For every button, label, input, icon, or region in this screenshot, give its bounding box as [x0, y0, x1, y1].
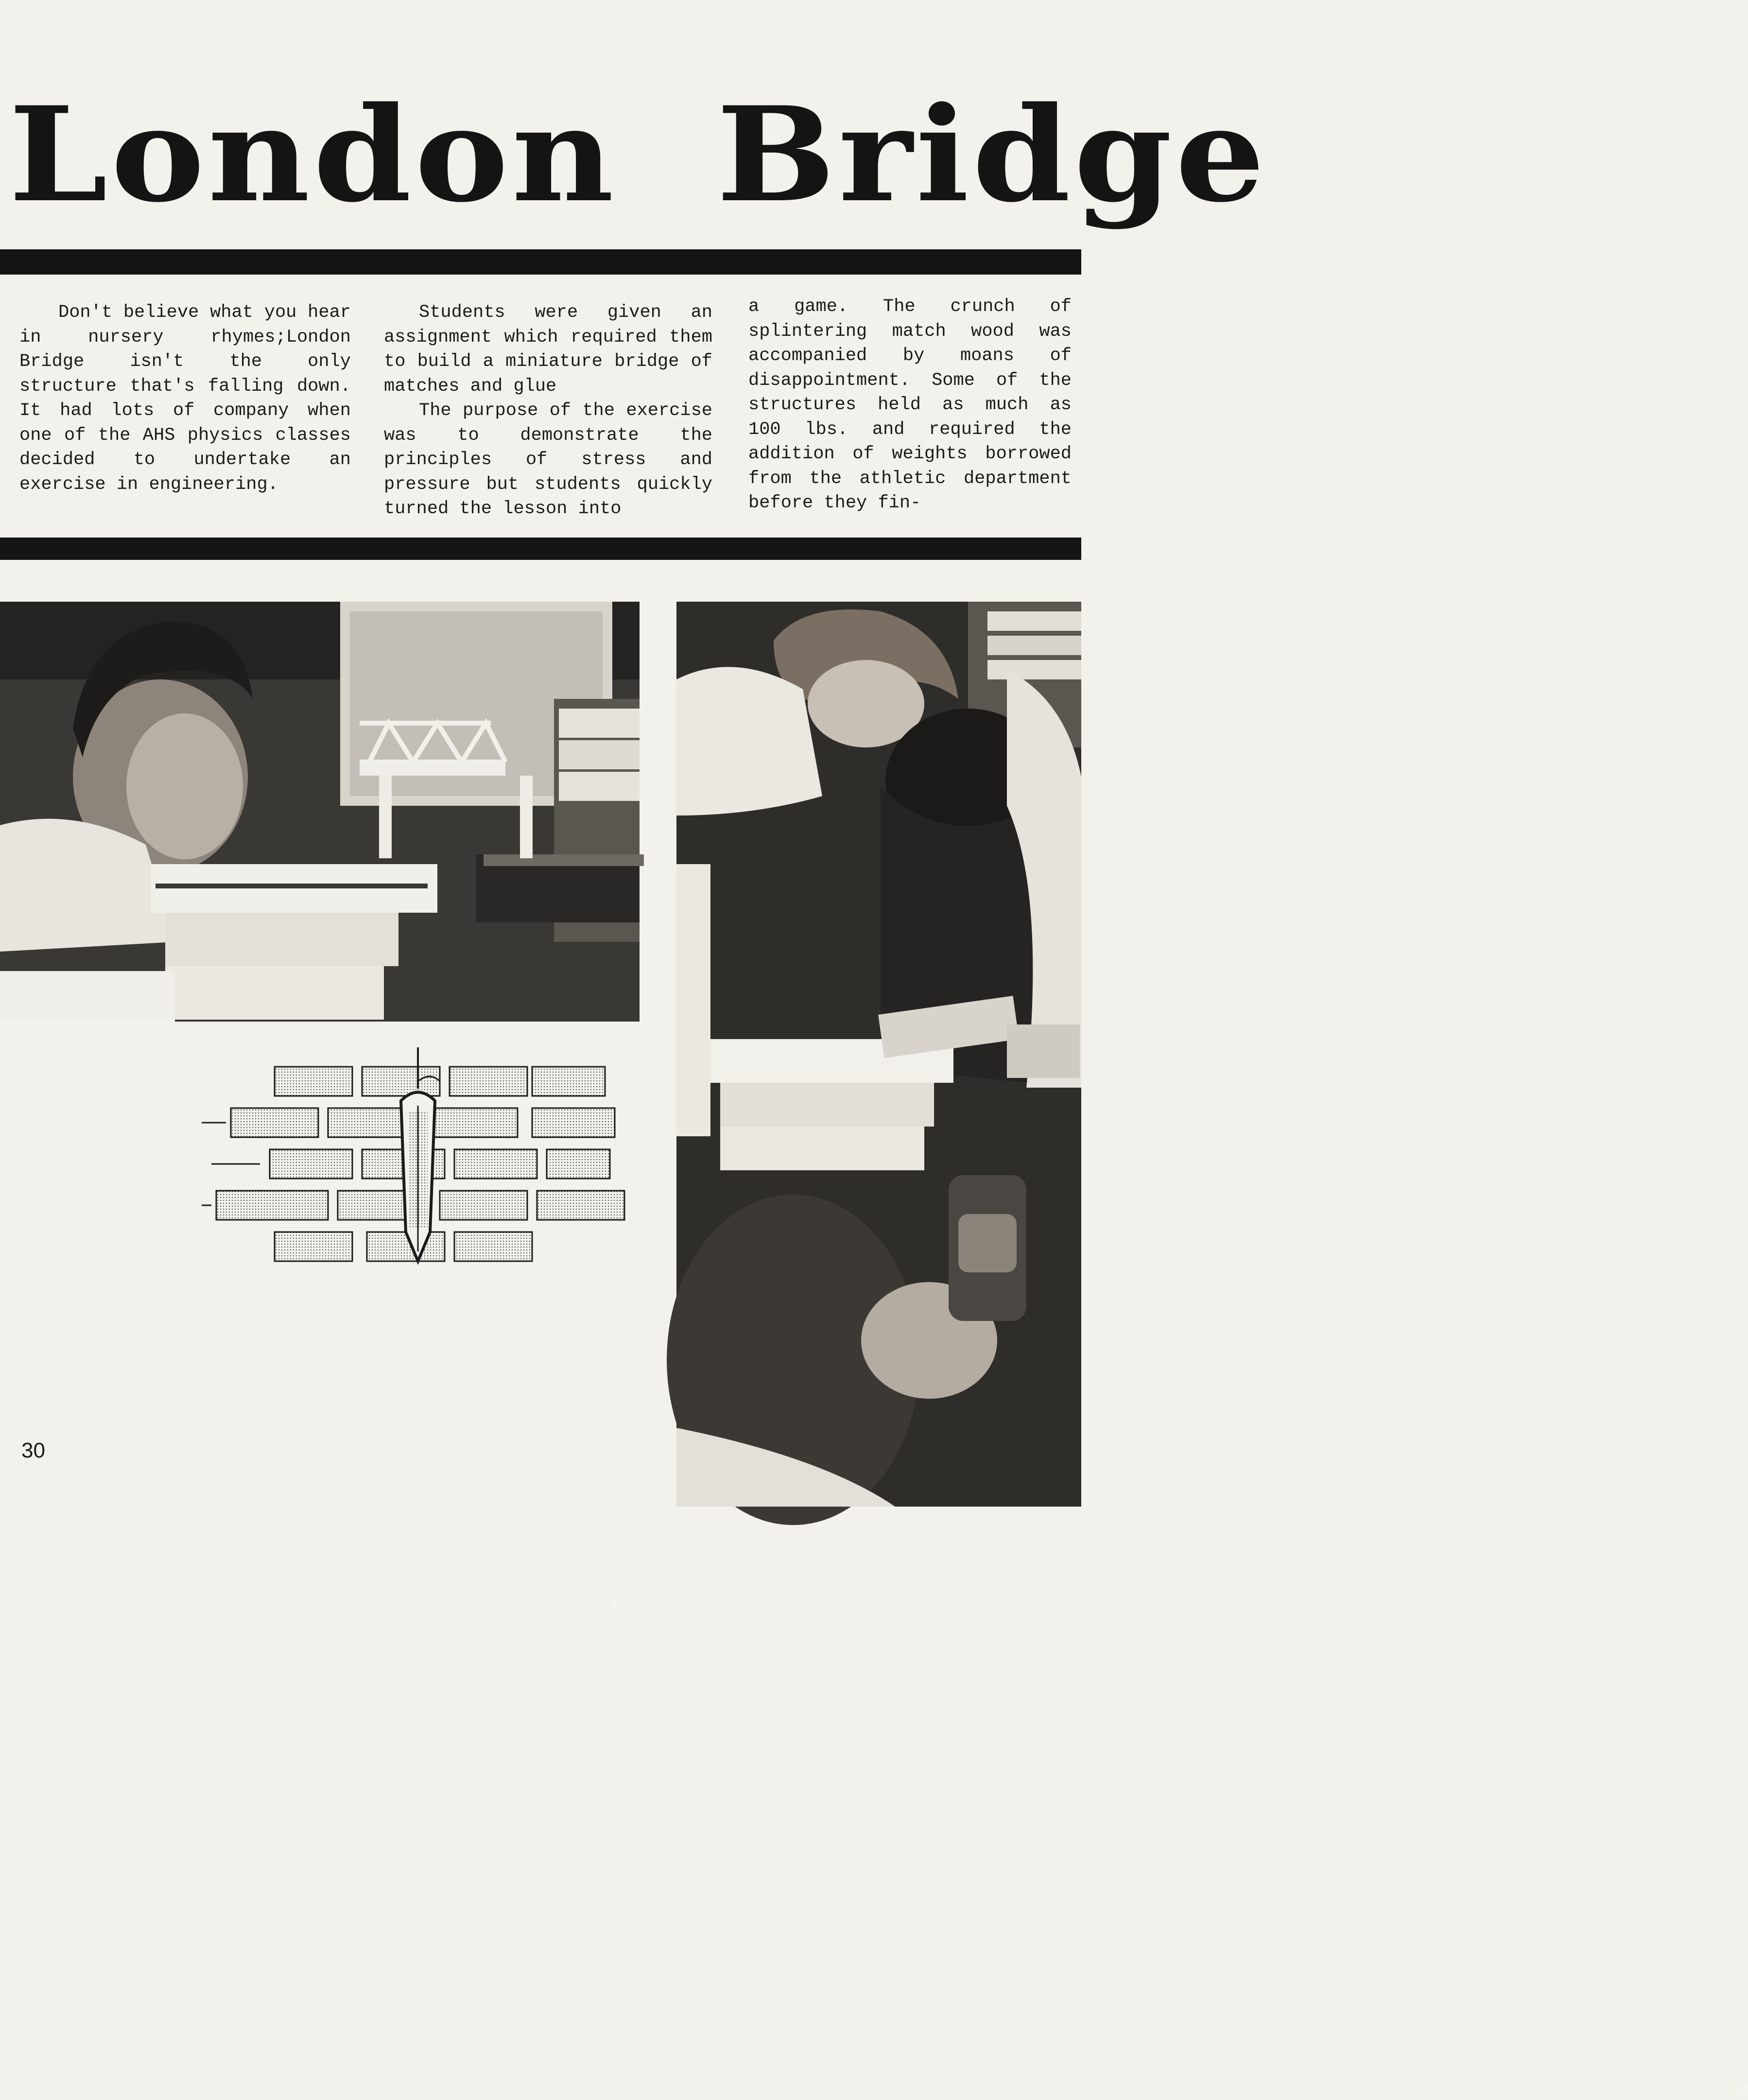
bottom-rule	[0, 538, 1081, 560]
plumb-bob-brick-wall-icon	[202, 1047, 634, 1276]
photo-2-number: 2	[1739, 2081, 1748, 2100]
article-column-1	[19, 300, 351, 497]
page-title: London Bridge	[9, 78, 1268, 231]
article-col2-paragraph-2: The purpose of the exercise was to demonstrate the principles of stress and pressure but students quickly turned the lesson into	[384, 400, 712, 519]
photo-students-testing-bridge	[676, 602, 1748, 2100]
article-col3-text: a game. The crunch of splintering match wood was accompanied by moans of disappointment. Some of the structures held as much as 100 lbs. and required the addition of weights borrowed from the athletic department before they fin-	[748, 296, 1072, 513]
article-column-2	[384, 300, 712, 521]
article-col2-paragraph-1: Students were given an assignment which required them to build a miniature bridge of matches and glue	[384, 302, 712, 397]
top-rule	[0, 249, 1081, 275]
photo-1-number: 1	[611, 1594, 620, 1613]
article-column-3	[748, 295, 1072, 516]
article-col1-text: Don't believe what you hear in nursery rhymes;London Bridge isn't the only structure that's falling down. It had lots of company when one of the AHS physics classes decided to undertake an exercise in engineering.	[19, 302, 351, 495]
page-number: 30	[21, 1439, 45, 1462]
